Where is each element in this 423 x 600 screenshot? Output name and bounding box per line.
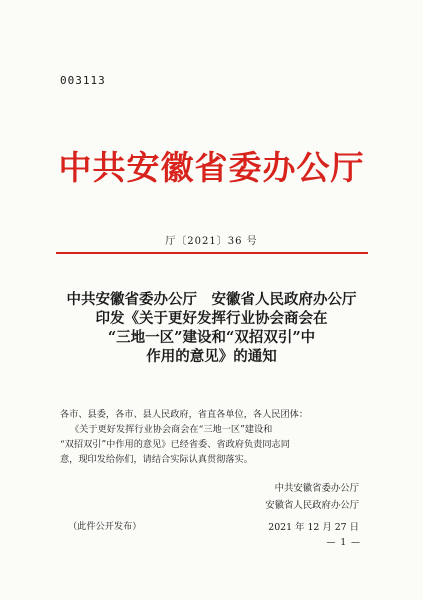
notice-title	[0, 290, 423, 366]
title-line-1: 中共安徽省委办公厅 安徽省人民政府办公厅	[66, 291, 357, 308]
title-line-2: 印发《关于更好发挥行业协会商会在	[95, 310, 328, 327]
title-line-3: “三地一区”建设和“双招双引”中	[107, 329, 316, 346]
publication-note: （此件公开发布）	[68, 521, 142, 532]
salutation: 各市、县委，各市、县人民政府，省直各单位，各人民团体：	[60, 409, 309, 420]
body-text	[60, 407, 372, 467]
signature-org-1: 中共安徽省委办公厅	[274, 483, 359, 494]
red-divider-line	[56, 252, 368, 254]
page-number: — 1 —	[326, 538, 361, 548]
issuer-header: 中共安徽省委办公厅	[58, 148, 365, 187]
body-paragraph-line-3: 意，现印发给你们，请结合实际认真贯彻落实。	[60, 454, 253, 465]
signature-date: 2021 年 12 月 27 日	[268, 522, 359, 533]
serial-number: 003113	[60, 74, 106, 87]
title-line-4: 作用的意见》的通知	[146, 348, 277, 365]
body-paragraph-line-1: 《关于更好发挥行业协会商会在“三地一区”建设和	[70, 424, 273, 435]
signature-org-2: 安徽省人民政府办公厅	[265, 500, 359, 511]
body-paragraph-line-2: “双招双引”中作用的意见》已经省委、省政府负责同志同	[60, 439, 290, 450]
signature-block	[265, 480, 359, 536]
document-number: 厅〔2021〕36 号	[165, 236, 258, 247]
